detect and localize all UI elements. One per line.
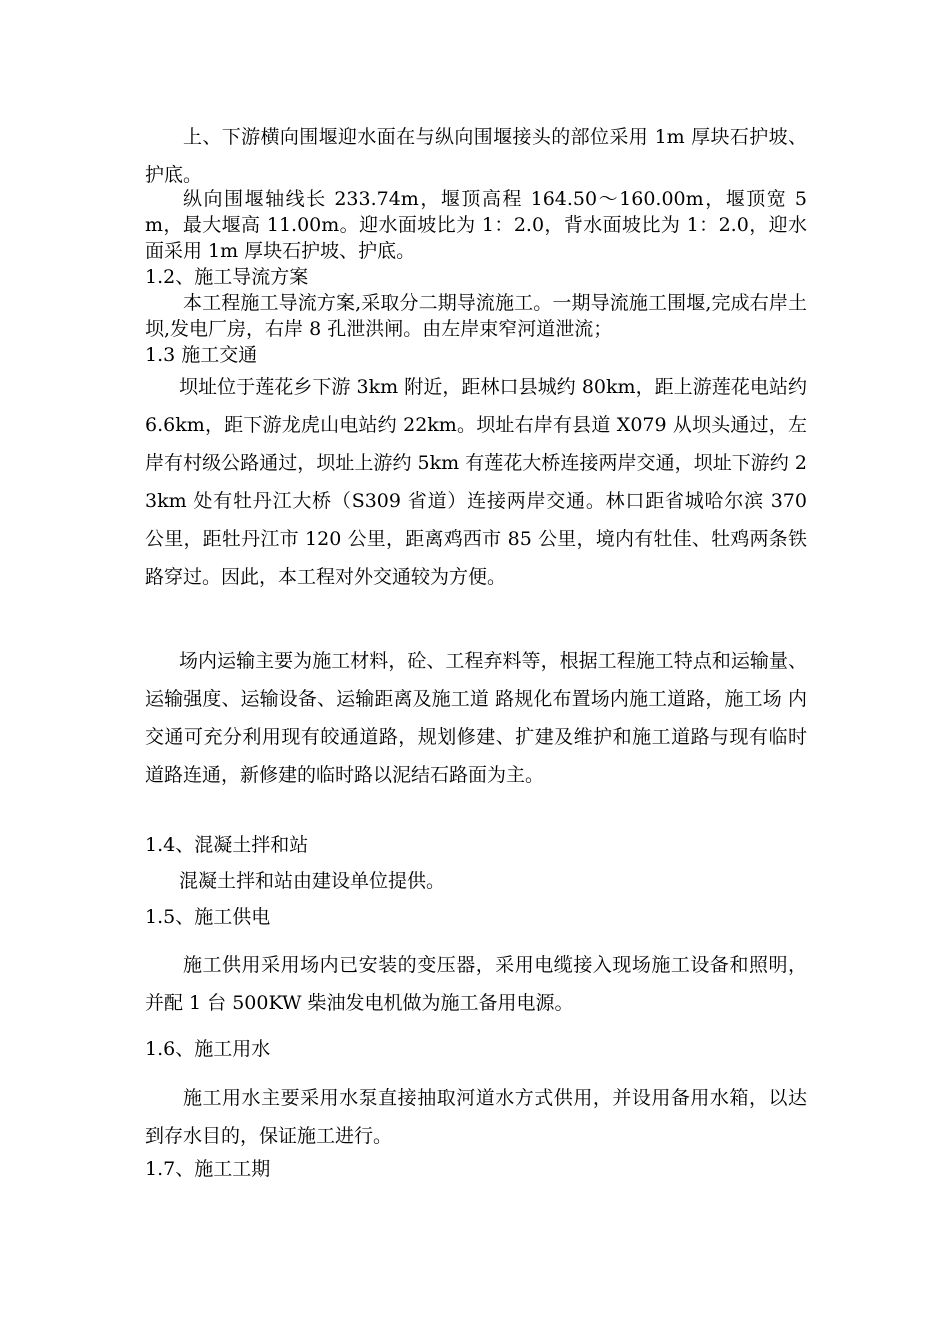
paragraph-mixing-station: 混凝土拌和站由建设单位提供。 xyxy=(179,870,446,892)
heading-1-5-power-supply: 1.5、施工供电 xyxy=(145,906,271,928)
paragraph-longitudinal-cofferdam: 纵向围堰轴线长 233.74m，堰顶高程 164.50～160.00m，堰顶宽 5m，最大堰高 11.00m。迎水面坡比为 1：2.0，背水面坡比为 1：2.0，迎水面采用 1m 厚块石护坡、护底。 xyxy=(145,188,807,262)
paragraph-power-supply: 施工供用采用场内已安装的变压器，采用电缆接入现场施工设备和照明，并配 1 台 500KW 柴油发电机做为施工备用电源。 xyxy=(145,954,807,1014)
heading-1-7-schedule: 1.7、施工工期 xyxy=(145,1158,271,1180)
paragraph-water-supply: 施工用水主要采用水泵直接抽取河道水方式供用，并设用备用水箱，以达到存水目的，保证施工进行。 xyxy=(145,1087,807,1147)
paragraph-diversion-plan: 本工程施工导流方案,采取分二期导流施工。一期导流施工围堰,完成右岸土坝,发电厂房，右岸 8 孔泄洪闸。由左岸束窄河道泄流； xyxy=(145,292,807,340)
heading-1-2-diversion: 1.2、施工导流方案 xyxy=(145,266,309,288)
paragraph-cofferdam-protection: 上、下游横向围堰迎水面在与纵向围堰接头的部位采用 1m 厚块石护坡、护底。 xyxy=(145,126,807,186)
heading-1-4-mixing-station: 1.4、混凝土拌和站 xyxy=(145,834,309,856)
heading-1-6-water-supply: 1.6、施工用水 xyxy=(145,1038,271,1060)
paragraph-site-transport: 场内运输主要为施工材料，砼、工程弃料等，根据工程施工特点和运输量、运输强度、运输设备、运输距离及施工道 路规化布置场内施工道路，施工场 内交通可充分利用现有皎通道路，规划修建、扩建及维护和施工道路与现有临时道路连通，新修建的临时路以泥结石路面为主。 xyxy=(145,650,807,786)
paragraph-external-traffic: 坝址位于莲花乡下游 3km 附近，距林口县城约 80km，距上游莲花电站约 6.6km，距下游龙虎山电站约 22km。坝址右岸有县道 X079 从坝头通过，左岸有村级公路通过，坝址上游约 5km 有莲花大桥连接两岸交通，坝址下游约 23km 处有牡丹江大桥（S309 省道）连接两岸交通。林口距省城哈尔滨 370 公里，距牡丹江市 120 公里，距离鸡西市 85 公里，境内有牡佳、牡鸡两条铁路穿过。因此，本工程对外交通较为方便。 xyxy=(145,376,807,588)
heading-1-3-traffic: 1.3 施工交通 xyxy=(145,344,258,366)
